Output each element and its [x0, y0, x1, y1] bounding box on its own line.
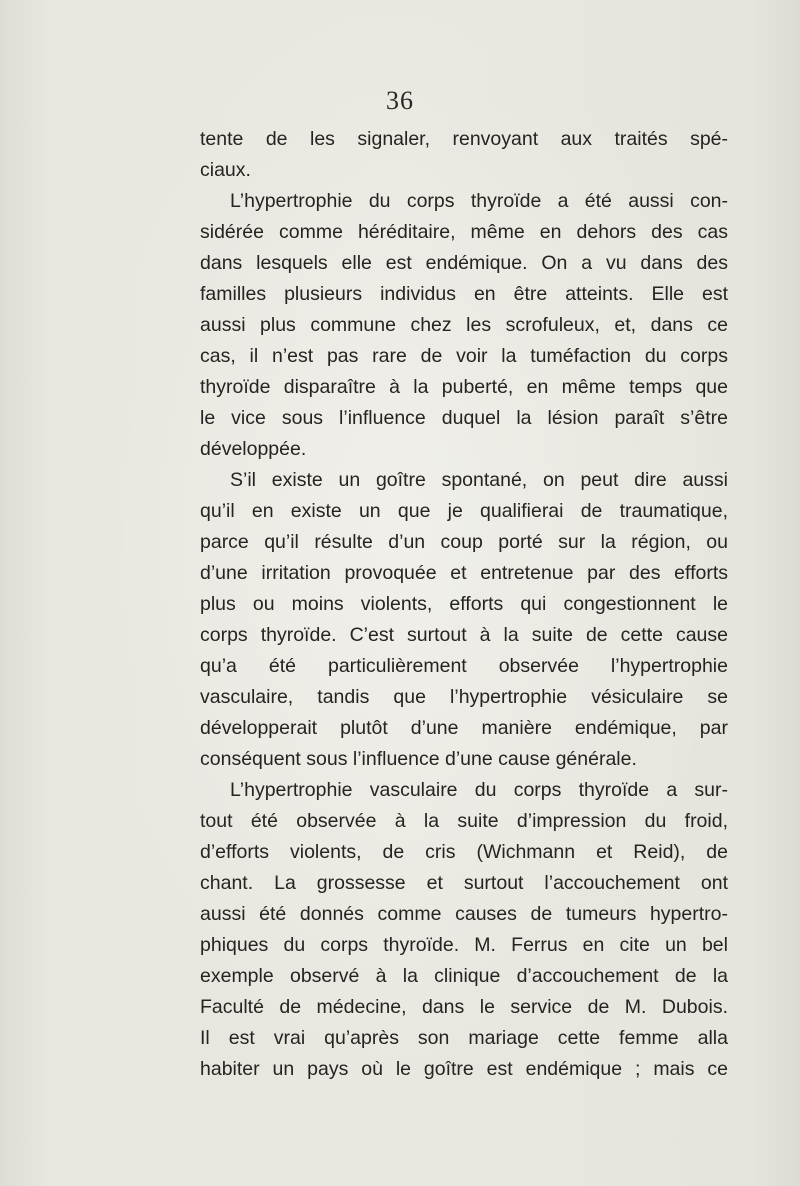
text-line: familles plusieurs individus en être atteints. Elle est [200, 283, 728, 305]
text-line: ciaux. [200, 159, 251, 181]
page-number: 36 [386, 86, 414, 115]
text-line: chant. La grossesse et surtout l’accouchement ont [200, 872, 728, 894]
text-line: habiter un pays où le goître est endémique ; mais ce [200, 1058, 728, 1080]
text-line: d’efforts violents, de cris (Wichmann et Reid), de [200, 841, 728, 863]
text-line: d’une irritation provoquée et entretenue par des efforts [200, 562, 728, 584]
text-line: L’hypertrophie vasculaire du corps thyroïde a sur- [230, 779, 728, 801]
text-line: thyroïde disparaître à la puberté, en même temps que [200, 376, 728, 398]
text-line: tente de les signaler, renvoyant aux traités spé- [200, 128, 728, 150]
text-line: dans lesquels elle est endémique. On a vu dans des [200, 252, 728, 274]
text-line: conséquent sous l’influence d’une cause générale. [200, 748, 637, 770]
text-line: L’hypertrophie du corps thyroïde a été aussi con- [230, 190, 728, 212]
text-line: exemple observé à la clinique d’accouchement de la [200, 965, 728, 987]
text-line: phiques du corps thyroïde. M. Ferrus en cite un bel [200, 934, 728, 956]
text-line: tout été observée à la suite d’impression du froid, [200, 810, 728, 832]
text-line: développerait plutôt d’une manière endémique, par [200, 717, 728, 739]
text-line: qu’il en existe un que je qualifierai de traumatique, [200, 500, 728, 522]
text-line: sidérée comme héréditaire, même en dehors des cas [200, 221, 728, 243]
text-line: parce qu’il résulte d’un coup porté sur la région, ou [200, 531, 728, 553]
text-line: vasculaire, tandis que l’hypertrophie vésiculaire se [200, 686, 728, 708]
text-line: qu’a été particulièrement observée l’hypertrophie [200, 655, 728, 677]
body-text [200, 124, 728, 1085]
text-line: développée. [200, 438, 307, 460]
text-line: Faculté de médecine, dans le service de M. Dubois. [200, 996, 728, 1018]
text-line: S’il existe un goître spontané, on peut dire aussi [230, 469, 728, 491]
text-line: aussi plus commune chez les scrofuleux, et, dans ce [200, 314, 728, 336]
text-line: corps thyroïde. C’est surtout à la suite de cette cause [200, 624, 728, 646]
text-line: Il est vrai qu’après son mariage cette femme alla [200, 1027, 728, 1049]
text-line: plus ou moins violents, efforts qui congestionnent le [200, 593, 728, 615]
text-line: cas, il n’est pas rare de voir la tuméfaction du corps [200, 345, 728, 367]
text-line: le vice sous l’influence duquel la lésion paraît s’être [200, 407, 728, 429]
text-line: aussi été donnés comme causes de tumeurs hypertro- [200, 903, 728, 925]
